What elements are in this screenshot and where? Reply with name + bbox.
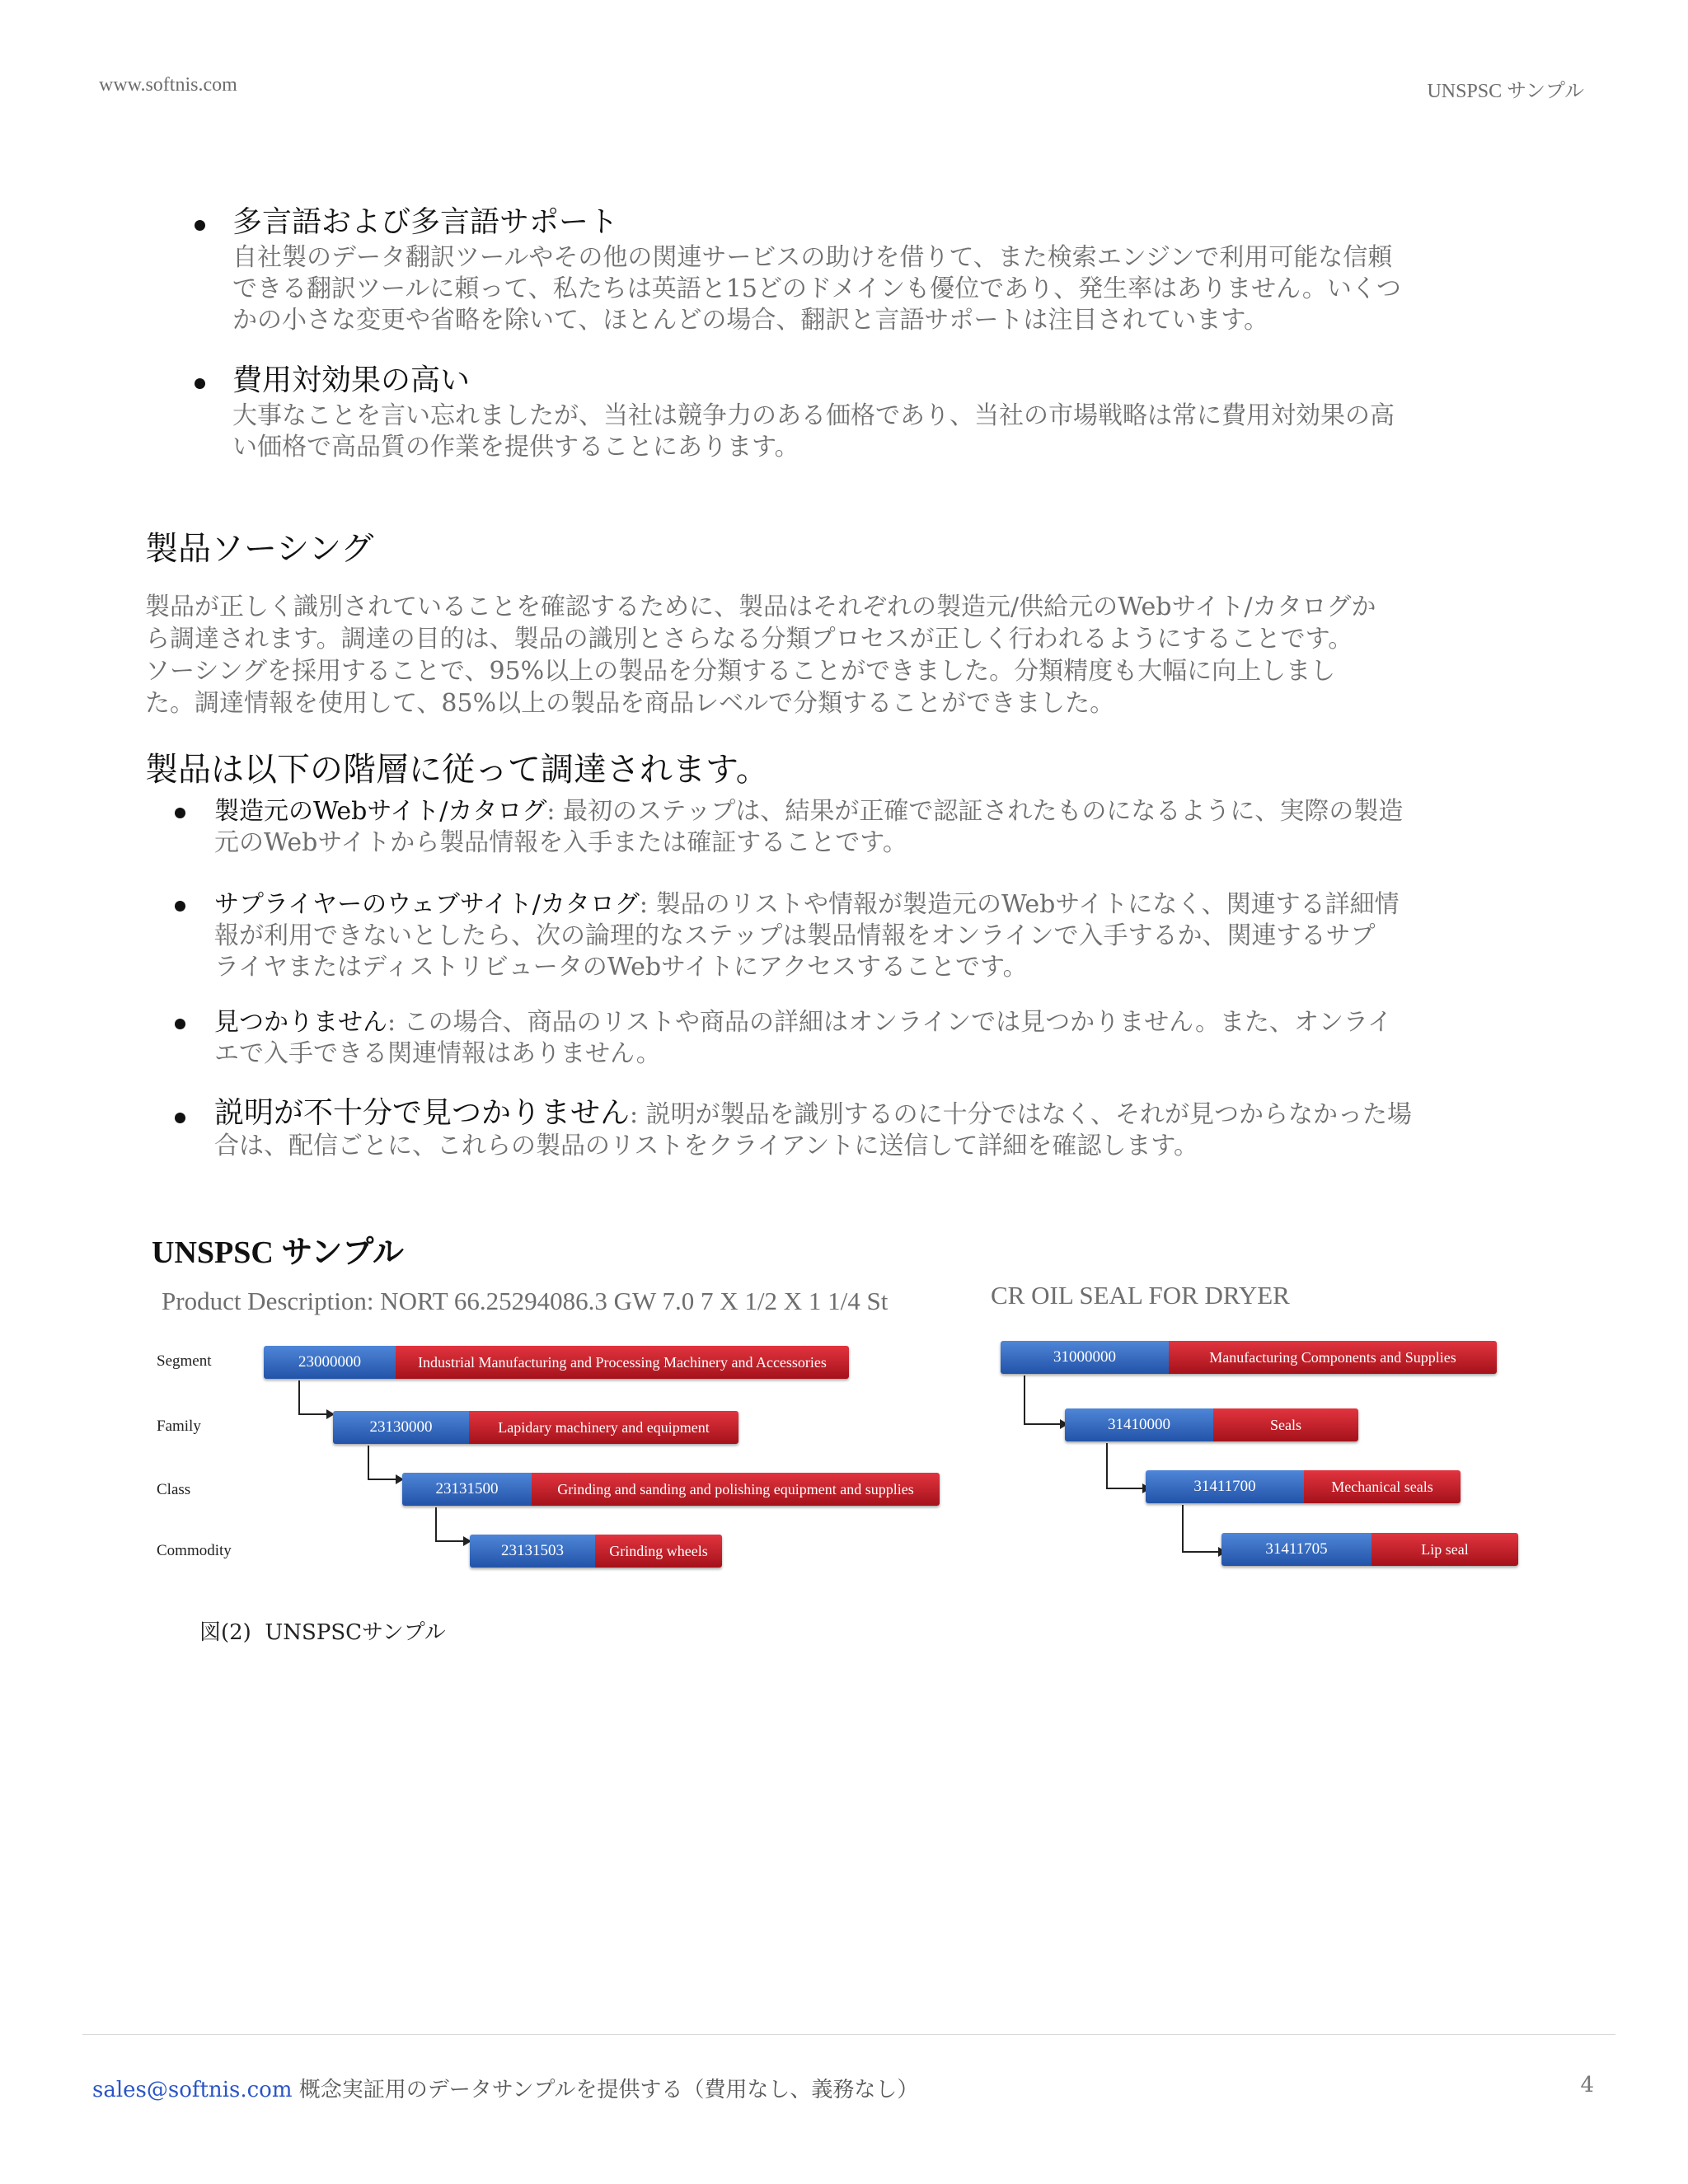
hierarchy-term: 製造元のWebサイト/カタログ bbox=[214, 797, 547, 826]
connector bbox=[298, 1380, 330, 1415]
connector bbox=[1182, 1505, 1221, 1553]
left-segment-bar bbox=[264, 1346, 849, 1379]
bullet-text: 大事なことを言い忘れましたが、当社は競争力のある価格であり、当社の市場戦略は常に費用対効果の高 い価格で高品質の作業を提供することにあります。 bbox=[232, 401, 1395, 462]
bullet-title: 多言語および多言語サポート bbox=[232, 205, 619, 239]
sourcing-heading: 製品ソーシング bbox=[145, 530, 374, 568]
connector bbox=[1106, 1443, 1146, 1489]
right-class-bar bbox=[1146, 1470, 1461, 1503]
bullet-dot bbox=[175, 1113, 185, 1123]
hierarchy-term: 見つかりません bbox=[214, 1008, 387, 1037]
right-segment-bar bbox=[1001, 1341, 1497, 1374]
name-cell: Seals bbox=[1213, 1408, 1358, 1441]
left-commodity-bar bbox=[470, 1535, 722, 1568]
right-product-description: CR OIL SEAL FOR DRYER bbox=[991, 1281, 1290, 1310]
name-cell: Lip seal bbox=[1372, 1533, 1518, 1566]
right-family-bar bbox=[1065, 1408, 1358, 1441]
bullet-dot bbox=[195, 220, 205, 231]
figure-caption: 図(2) UNSPSCサンプル bbox=[199, 1620, 446, 1645]
hierarchy-item-text: 見つかりません: この場合、商品のリストや商品の詳細はオンラインでは見つかりません。また、オンライ エで入手できる関連情報はありません。 bbox=[214, 1008, 1393, 1068]
footer-text-row bbox=[92, 2073, 918, 2103]
hierarchy-term: サプライヤーのウェブサイト/カタログ bbox=[214, 890, 640, 919]
bullet-text: 自社製のデータ翻訳ツールやその他の関連サービスの助けを借りて、また検索エンジンで利用可能な信頼 できる翻訳ツールに頼って、私たちは英語と15どのドメインも優位であり、発生率はありません。いくつ かの小さな変更や省略を除いて、ほとんどの場合、翻訳と言語サポートは注目されています。 bbox=[232, 243, 1401, 335]
code-cell: 23000000 bbox=[264, 1346, 396, 1379]
name-cell: Manufacturing Components and Supplies bbox=[1169, 1341, 1497, 1374]
header-site: www.softnis.com bbox=[99, 74, 237, 96]
header-doc-title: UNSPSC サンプル bbox=[1427, 81, 1584, 102]
name-cell: Grinding wheels bbox=[595, 1535, 722, 1568]
name-cell: Mechanical seals bbox=[1304, 1470, 1461, 1503]
code-cell: 31411705 bbox=[1221, 1533, 1372, 1566]
connector bbox=[435, 1507, 467, 1542]
hierarchy-item-text: 製造元のWebサイト/カタログ: 最初のステップは、結果が正確で認証されたものになるように、実際の製造 元のWebサイトから製品情報を入手または確証することです。 bbox=[214, 797, 1404, 857]
row-label-commodity: Commodity bbox=[157, 1542, 232, 1559]
code-cell: 31411700 bbox=[1146, 1470, 1304, 1503]
hierarchy-item-text: サプライヤーのウェブサイト/カタログ: 製品のリストや情報が製造元のWebサイトになく、関連する詳細情 報が利用できないとしたら、次の論理的なステップは製品情報をオンラインで入手するか、関連するサプ ライヤまたはディストリビュータのWebサイトにアクセスすることです。 bbox=[214, 890, 1400, 982]
code-cell: 23130000 bbox=[333, 1411, 469, 1444]
name-cell: Industrial Manufacturing and Processing Machinery and Accessories bbox=[396, 1346, 849, 1379]
sample-title: UNSPSC サンプル bbox=[152, 1235, 404, 1270]
hierarchy-item-text: 説明が不十分で見つかりません: 説明が製品を識別するのに十分ではなく、それが見つからなかった場 合は、配信ごとに、これらの製品のリストをクライアントに送信して詳細を確認します。 bbox=[214, 1096, 1413, 1160]
hierarchy-term: 説明が不十分で見つかりません bbox=[214, 1096, 631, 1130]
code-cell: 23131503 bbox=[470, 1535, 595, 1568]
footer-text: 概念実証用のデータサンプルを提供する（費用なし、義務なし） bbox=[292, 2078, 919, 2102]
row-label-family: Family bbox=[157, 1418, 201, 1435]
bullet-title: 費用対効果の高い bbox=[232, 363, 471, 397]
left-class-bar bbox=[402, 1473, 940, 1506]
right-commodity-bar bbox=[1221, 1533, 1518, 1566]
left-product-description: Product Description: NORT 66.25294086.3 GW 7.0 7 X 1/2 X 1 1/4 St bbox=[162, 1286, 889, 1315]
connector bbox=[1024, 1376, 1063, 1425]
bullet-dot bbox=[175, 808, 185, 818]
row-label-class: Class bbox=[157, 1481, 191, 1498]
code-cell: 23131500 bbox=[402, 1473, 532, 1506]
sourcing-paragraph: 製品が正しく識別されていることを確認するために、製品はそれぞれの製造元/供給元のWebサイト/カタログか ら調達されます。調達の目的は、製品の識別とさらなる分類プロセスが正しく行われるようにすることです。 ソーシングを採用することで、95%以上の製品を分類することができました。分類精度も大幅に向上しまし た。調達情報を使用して、85%以上の製品を商品レベルで分類することができました。 bbox=[145, 593, 1376, 718]
bullet-dot bbox=[175, 1019, 185, 1029]
name-cell: Grinding and sanding and polishing equipment and supplies bbox=[532, 1473, 940, 1506]
code-cell: 31410000 bbox=[1065, 1408, 1213, 1441]
connector bbox=[368, 1446, 399, 1480]
left-family-bar bbox=[333, 1411, 738, 1444]
bullet-dot bbox=[175, 901, 185, 912]
name-cell: Lapidary machinery and equipment bbox=[469, 1411, 738, 1444]
row-label-segment: Segment bbox=[157, 1352, 212, 1370]
page-number: 4 bbox=[1580, 2073, 1594, 2097]
code-cell: 31000000 bbox=[1001, 1341, 1169, 1374]
footer-email-link[interactable]: sales@softnis.com bbox=[92, 2078, 293, 2102]
footer-divider bbox=[82, 2034, 1615, 2035]
hierarchy-heading: 製品は以下の階層に従って調達されます。 bbox=[145, 751, 769, 789]
bullet-dot bbox=[195, 378, 205, 389]
